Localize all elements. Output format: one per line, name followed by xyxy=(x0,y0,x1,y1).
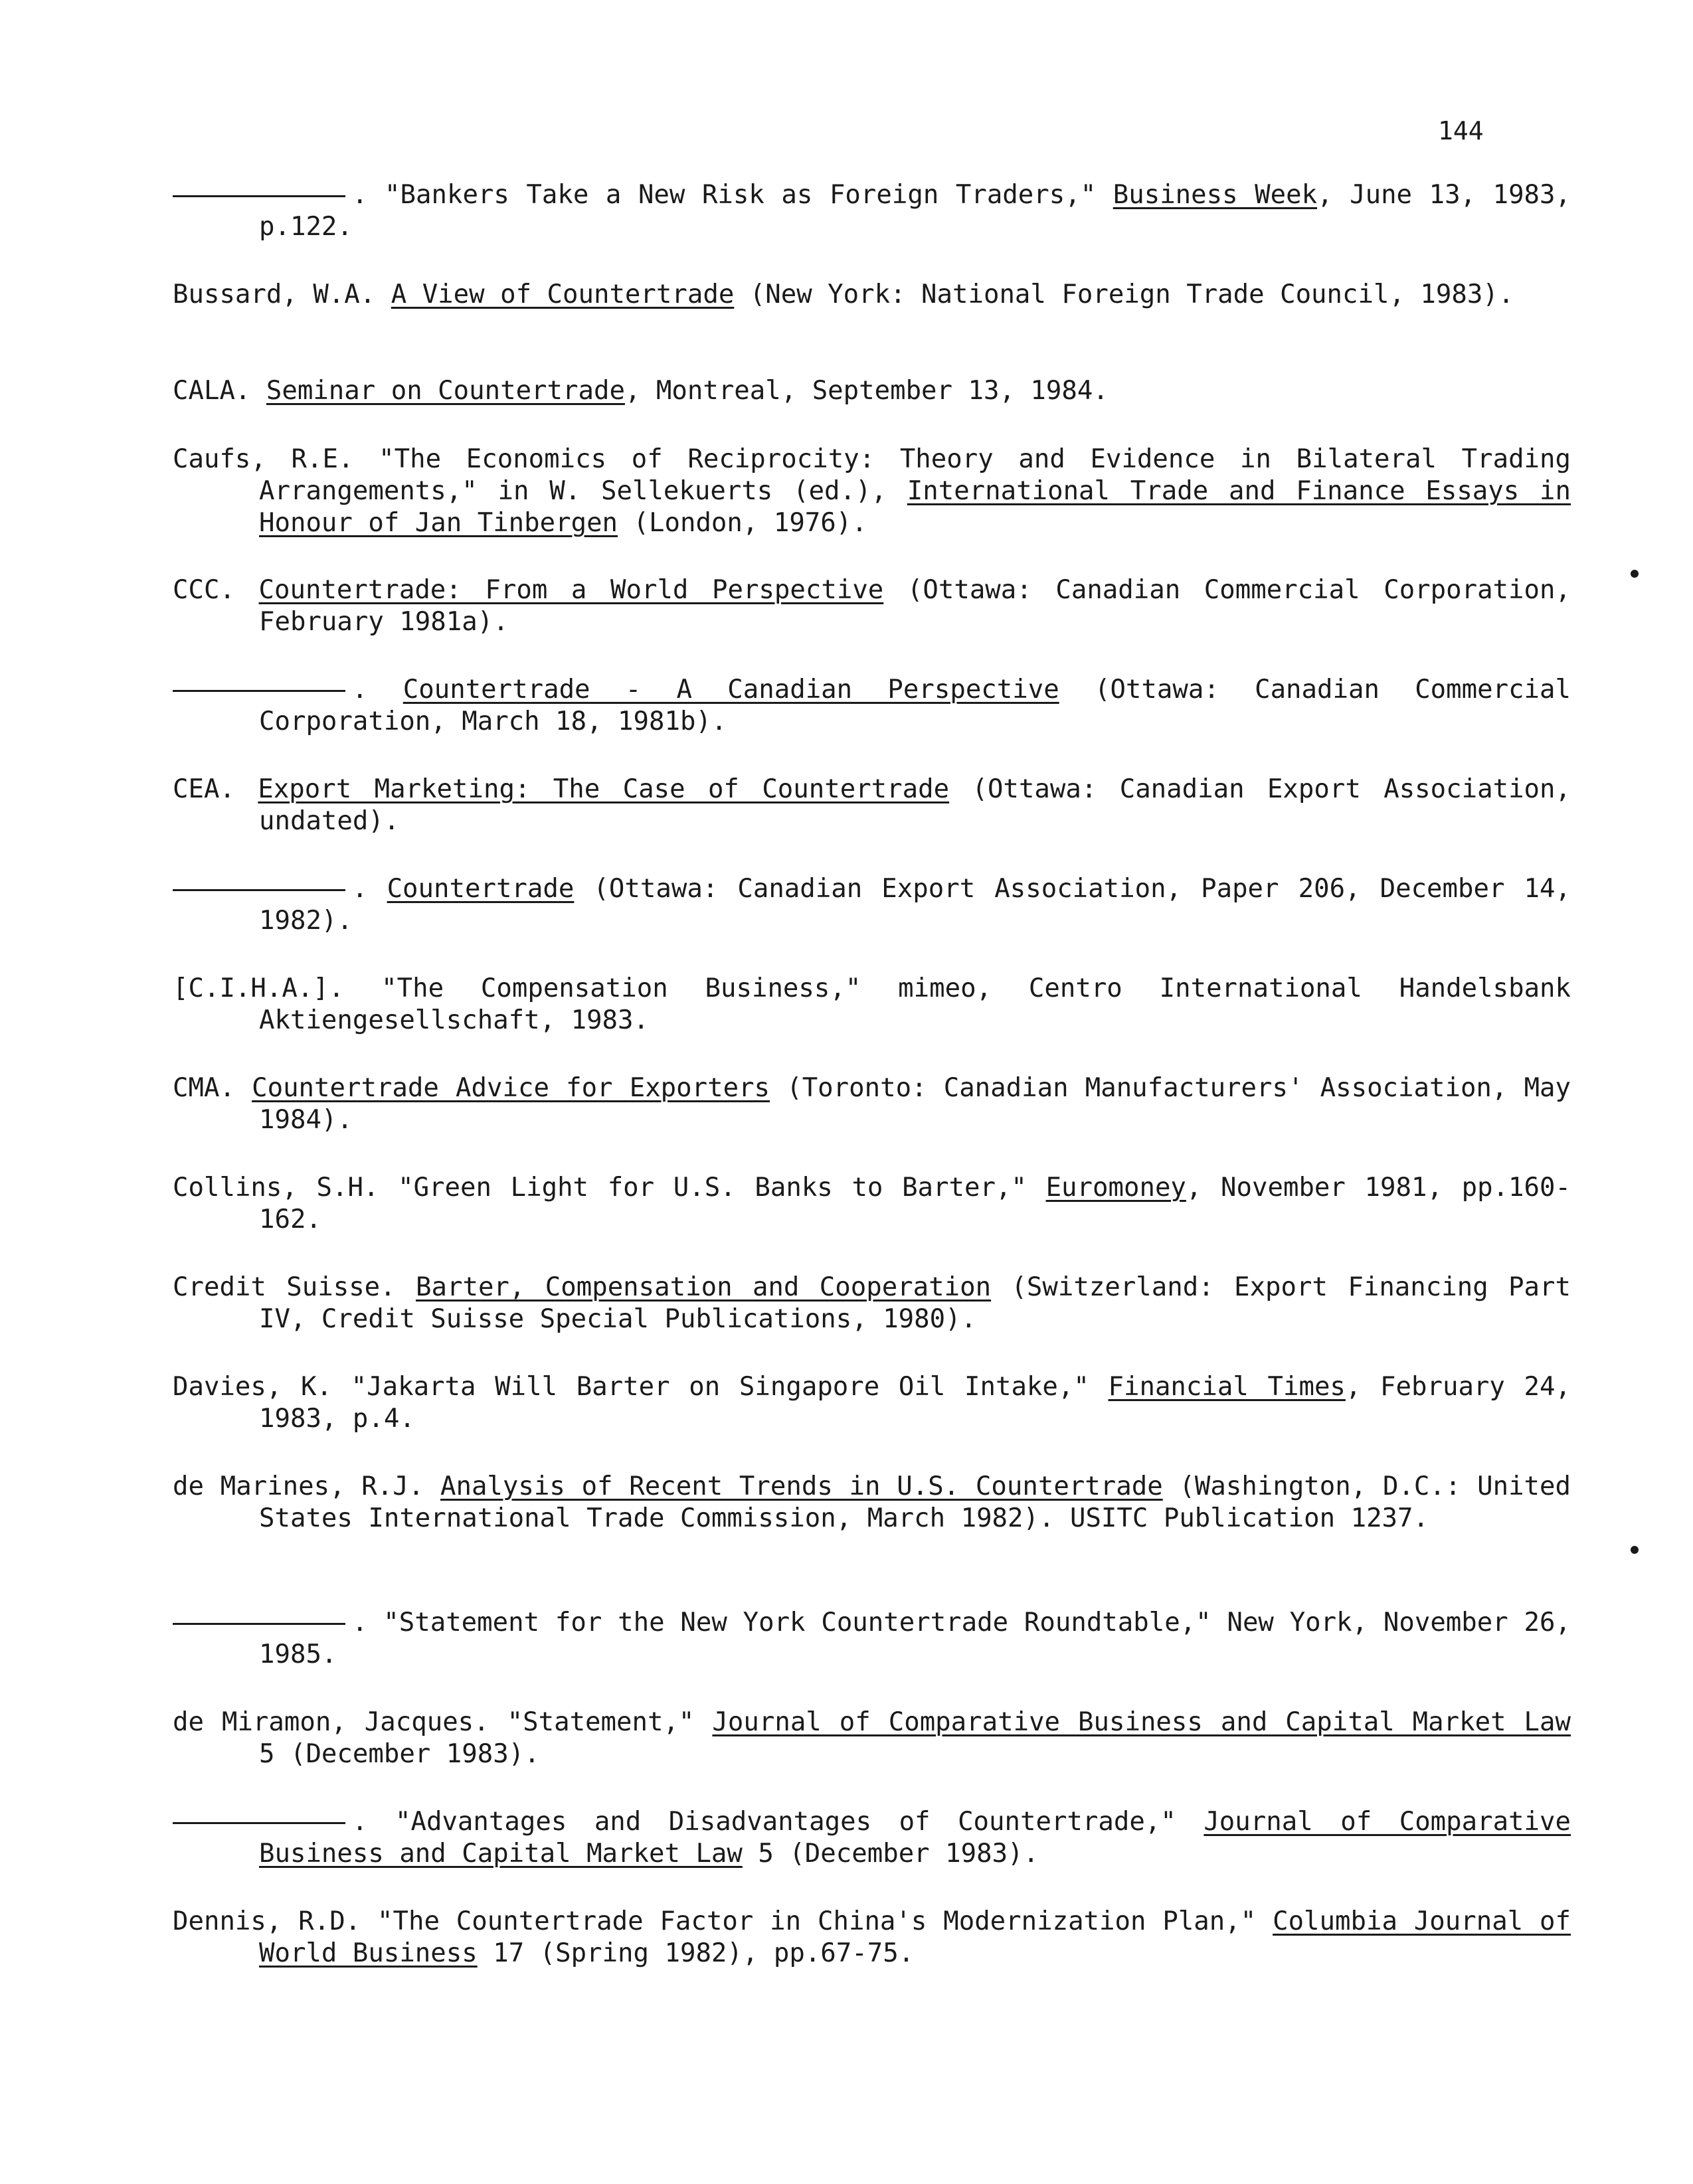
entry-title: Countertrade xyxy=(387,874,575,904)
entry-text: 5 (December 1983). xyxy=(742,1839,1039,1869)
entry-title: Countertrade: From a World Perspective xyxy=(258,575,884,605)
entry-text: , June 13, 1983, p.122. xyxy=(259,180,1571,242)
entry-text: 5 (December 1983). xyxy=(259,1739,540,1769)
entry-text: "Statement," xyxy=(507,1707,713,1737)
entry-text: (Ottawa: Canadian Export Association, undated). xyxy=(259,774,1571,836)
bibliography-entry xyxy=(173,1471,1571,1535)
entry-text: (Switzerland: Export Financing Part IV, Credit Suisse Special Publications, 1980). xyxy=(259,1272,1571,1334)
entry-author: Credit Suisse. xyxy=(173,1272,416,1302)
entry-title: Barter, Compensation and Cooperation xyxy=(416,1272,992,1302)
entry-text: (Toronto: Canadian Manufacturers' Association, May 1984). xyxy=(259,1073,1571,1135)
entry-text: "Green Light for U.S. Banks to Barter," xyxy=(398,1173,1046,1203)
repeat-author-dash xyxy=(173,690,345,692)
repeat-author-dash xyxy=(173,1822,345,1824)
entry-title: Columbia Journal of World Business xyxy=(259,1906,1571,1968)
entry-author: [C.I.H.A.]. xyxy=(173,973,382,1003)
entry-author: Davies, K. xyxy=(173,1372,351,1402)
bibliography-entry xyxy=(173,444,1571,539)
entry-text: (New York: National Foreign Trade Council, 1983). xyxy=(734,280,1514,309)
entry-author: CEA. xyxy=(173,774,258,804)
bibliography-entry xyxy=(173,1172,1571,1236)
margin-dot xyxy=(1631,570,1639,578)
entry-title: Business Week xyxy=(1113,180,1318,210)
entry-text: , November 1981, pp.160-162. xyxy=(259,1173,1571,1234)
entry-text: (Washington, D.C.: United States International Trade Commission, March 1982). USITC Publication 1237. xyxy=(259,1471,1571,1533)
bibliography-entry xyxy=(173,1707,1571,1770)
repeat-author-dash xyxy=(173,889,345,891)
repeat-author-dash xyxy=(173,1623,345,1625)
bibliography-entry xyxy=(173,873,1571,937)
entry-title: A View of Countertrade xyxy=(391,280,735,309)
entry-title: Journal of Comparative Business and Capital Market Law xyxy=(259,1807,1571,1869)
entry-title: Export Marketing: The Case of Countertrade xyxy=(258,774,950,804)
entry-title: Seminar on Countertrade xyxy=(266,376,625,406)
entry-text: . "Bankers Take a New Risk as Foreign Traders," xyxy=(352,180,1113,210)
bibliography-entry xyxy=(173,574,1571,638)
entry-author: CMA. xyxy=(173,1073,252,1103)
entry-text: 17 (Spring 1982), pp.67-75. xyxy=(477,1938,915,1968)
bibliography-entry xyxy=(173,973,1571,1037)
bibliography-entry xyxy=(173,1906,1571,1970)
entry-text: . "Advantages and Disadvantages of Countertrade," xyxy=(352,1807,1204,1837)
entry-title: Financial Times xyxy=(1108,1372,1346,1402)
entry-text: "Jakarta Will Barter on Singapore Oil Intake," xyxy=(351,1372,1109,1402)
bibliography-entry xyxy=(173,375,1571,407)
entry-author: CCC. xyxy=(173,575,259,605)
entry-text: . xyxy=(352,675,403,705)
bibliography-entry xyxy=(173,1272,1571,1335)
entry-author: de Marines, R.J. xyxy=(173,1471,440,1501)
entry-title: International Trade and Finance Essays in Honour of Jan Tinbergen xyxy=(259,476,1571,538)
entry-title: Journal of Comparative Business and Capital Market Law xyxy=(712,1707,1571,1737)
bibliography-entry xyxy=(173,1607,1571,1671)
margin-dot xyxy=(1631,1546,1639,1554)
entry-text: (Ottawa: Canadian Commercial Corporation, February 1981a). xyxy=(259,575,1571,637)
entry-text: "The Compensation Business," mimeo, Centro International Handelsbank Aktiengesellschaft, 1983. xyxy=(259,973,1571,1035)
bibliography-entry xyxy=(173,1371,1571,1435)
entry-text: (London, 1976). xyxy=(618,508,867,538)
bibliography-entry xyxy=(173,179,1571,243)
entry-text: , February 24, 1983, p.4. xyxy=(259,1372,1571,1434)
entry-text: "The Economics of Reciprocity: Theory and Evidence in Bilateral Trading Arrangements," in W. Sellekuerts (ed.), xyxy=(259,444,1571,506)
entry-text: (Ottawa: Canadian Export Association, Paper 206, December 14, 1982). xyxy=(259,874,1571,936)
bibliography-entry xyxy=(173,1072,1571,1136)
bibliography-entry xyxy=(173,1806,1571,1870)
bibliography-entry xyxy=(173,279,1571,311)
entry-text: (Ottawa: Canadian Commercial Corporation, March 18, 1981b). xyxy=(259,675,1571,736)
entry-author: Bussard, W.A. xyxy=(173,280,391,309)
entry-text: . "Statement for the New York Countertrade Roundtable," New York, November 26, 1985. xyxy=(259,1608,1571,1669)
bibliography-entry xyxy=(173,674,1571,738)
entry-text: "The Countertrade Factor in China's Modernization Plan," xyxy=(377,1906,1273,1936)
entry-author: Dennis, R.D. xyxy=(173,1906,378,1936)
entry-author: de Miramon, Jacques. xyxy=(173,1707,507,1737)
entry-title: Countertrade - A Canadian Perspective xyxy=(402,675,1059,705)
entry-text: . xyxy=(352,874,387,904)
entry-author: Caufs, R.E. xyxy=(173,444,379,474)
entry-author: Collins, S.H. xyxy=(173,1173,399,1203)
bibliography-entry xyxy=(173,774,1571,837)
entry-title: Euromoney xyxy=(1045,1173,1186,1203)
entry-text: , Montreal, September 13, 1984. xyxy=(624,376,1109,406)
repeat-author-dash xyxy=(173,195,345,197)
entry-author: CALA. xyxy=(173,376,266,406)
page-number: 144 xyxy=(1438,116,1484,145)
entry-title: Analysis of Recent Trends in U.S. Countertrade xyxy=(440,1471,1163,1501)
entry-title: Countertrade Advice for Exporters xyxy=(252,1073,770,1103)
